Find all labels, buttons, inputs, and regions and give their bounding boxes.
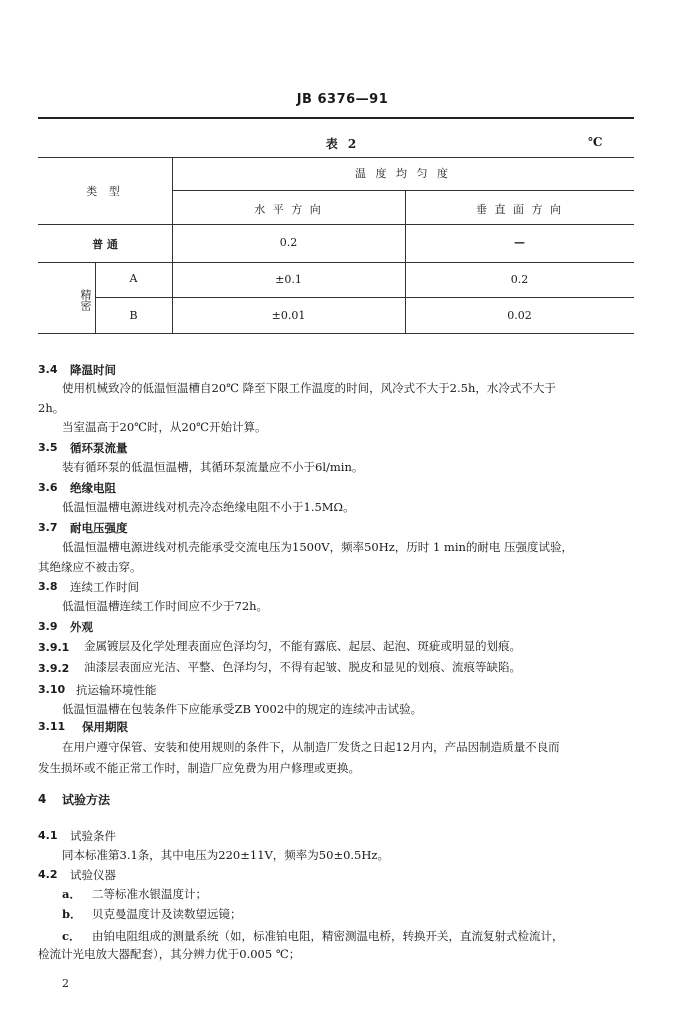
section-title: 试验仪器 [70,868,116,882]
list-marker: c． [62,929,81,943]
section-number: 3.9.1 [38,641,70,654]
section-number: 4.2 [38,868,58,881]
col-horizontal-header: 水 平 方 向 [254,203,323,216]
section-title: 绝缘电阻 [70,481,116,495]
section-title: 试验条件 [70,829,116,843]
standard-code: JB 6376—91 [296,92,389,107]
section-number: 3.9.2 [38,662,70,675]
table-bottom-rule [38,333,634,334]
cell-vertical: 0.02 [507,309,532,322]
paragraph: 使用机械致冷的低温恒温槽自20℃ 降至下限工作温度的时间，风冷式不大于2.5h，水冷式不大于 [62,381,556,395]
list-item: 贝克曼温度计及读数望远镜； [92,907,242,921]
list-item: 二等标准水银温度计； [92,887,207,901]
chapter-title: 试验方法 [62,793,111,807]
cell-horizontal: 0.2 [279,236,298,249]
col-uniformity-header: 温 度 均 匀 度 [355,167,451,180]
table-caption: 表 2 [325,137,360,151]
section-title: 抗运输环境性能 [76,683,157,697]
section-number: 3.4 [38,363,58,376]
section-number: 3.8 [38,580,58,593]
table-top-rule [38,157,634,158]
section-number: 3.11 [38,720,66,733]
paragraph: 低温恒温槽连续工作时间应不少于72h。 [62,599,269,613]
paragraph: 低温恒温槽电源进线对机壳冷态绝缘电阻不小于1.5MΩ。 [62,500,355,514]
paragraph: 低温恒温槽电源进线对机壳能承受交流电压为1500V，频率50Hz，历时 1 min的耐电 压强度试验， [62,540,574,554]
row-label: B [129,309,138,322]
cell-vertical: 0.2 [510,273,529,286]
cell-horizontal: ±0.01 [271,309,306,322]
paragraph: 2h。 [38,401,65,415]
paragraph: 同本标准第3.1条，其中电压为220±11V，频率为50±0.5Hz。 [62,848,389,862]
section-number: 3.7 [38,521,58,534]
section-title: 保用期限 [82,720,128,734]
section-number: 4.1 [38,829,58,842]
col-vertical-header: 垂 直 面 方 向 [476,203,563,216]
paragraph: 发生损坏或不能正常工作时，制造厂应免费为用户修理或更换。 [38,761,360,775]
table-unit: ℃ [588,135,603,149]
cell-horizontal: ±0.1 [275,273,302,286]
list-item: 由铂电阻组成的测量系统（如，标准铂电阻，精密测温电桥，转换开关，直流复射式检流计， [92,929,564,943]
paragraph: 当室温高于20℃时，从20℃开始计算。 [62,420,267,434]
page-number: 2 [62,977,69,990]
section-title: 连续工作时间 [70,580,139,594]
table-row-rule [38,262,634,263]
paragraph: 装有循环泵的低温恒温槽，其循环泵流量应不小于6l/min。 [62,460,364,474]
table-header-bottom [38,224,634,225]
row-group-label: 精密 [79,289,92,311]
paragraph: 低温恒温槽在包装条件下应能承受ZB Y002中的规定的连续冲击试验。 [62,702,423,716]
table-row-rule [95,297,634,298]
row-label: A [129,272,138,285]
list-item: 检流计光电放大器配套），其分辨力优于0.005 ℃； [38,947,301,961]
section-number: 3.6 [38,481,58,494]
row-label: 普 通 [92,238,118,251]
section-number: 3.9 [38,620,58,633]
section-title: 外观 [70,620,93,634]
section-title: 降温时间 [70,363,116,377]
chapter-number: 4 [38,792,47,806]
header-rule [38,117,634,119]
paragraph: 油漆层表面应光洁、平整、色泽均匀，不得有起皱、脱皮和显见的划痕、流痕等缺陷。 [84,660,521,674]
section-number: 3.10 [38,683,66,696]
list-marker: a． [62,887,81,901]
paragraph: 金属镀层及化学处理表面应色泽均匀，不能有露底、起层、起泡、斑疵或明显的划痕。 [84,639,521,653]
section-title: 耐电压强度 [70,521,128,535]
list-marker: b． [62,907,82,921]
cell-vertical: — [514,236,525,249]
section-title: 循环泵流量 [70,441,128,455]
table-header-split [172,190,634,191]
paragraph: 在用户遵守保管、安装和使用规则的条件下，从制造厂发货之日起12月内，产品因制造质量不良而 [62,740,560,754]
col-type-header: 类 型 [86,185,124,198]
paragraph: 其绝缘应不被击穿。 [38,560,142,574]
section-number: 3.5 [38,441,58,454]
